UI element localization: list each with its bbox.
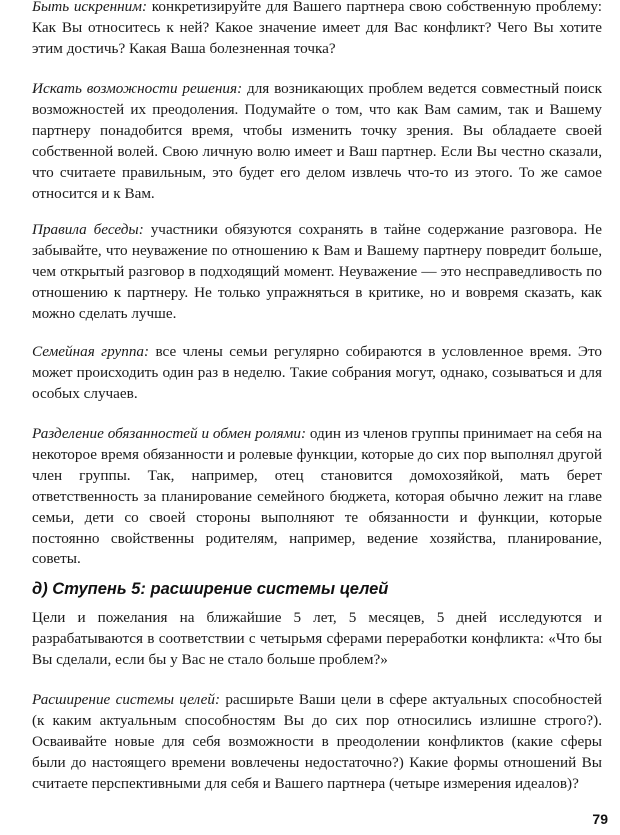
section-intro: Цели и пожелания на ближайшие 5 лет, 5 месяцев, 5 дней исследуются и разрабатываются в соответствии с четырьмя сферами переработки конфликта: «Что бы Вы сделали, если бы у Вас не стало больше проблем?» [32, 609, 602, 668]
paragraph-term: Расширение системы целей: [32, 691, 221, 708]
paragraph-text: конкретизируйте для Вашего партнера свою собственную проблему: Как Вы относитесь к ней? Какое значение имеет для Вас конфликт? Чего Вы хотите этим достичь? Какая Ваша болезненная точка? [32, 0, 602, 57]
paragraph-term: Быть искренним: [32, 0, 148, 15]
paragraph-text: расширьте Ваши цели в сфере актуальных способностей (к каким актуальным способностям Вы до сих пор относились излишне строго?). Осваивайте новые для себя возможности в преодолении конфликтов (какие сферы были до настоящего времени вовлечены недостаточно?) Какие формы отношений Вы считаете перспективными для себя и Вашего партнера (четыре измерения идеалов)? [32, 691, 602, 792]
paragraph-term: Искать возможности решения: [32, 80, 243, 97]
paragraph-text: для возникающих проблем ведется совместный поиск возможностей их преодоления. Подумайте о том, что как Вам самим, так и Вашему партнеру понадобится время, чтобы изменить точку зрения. Вы обладаете своей собственной волей. Свою личную волю имеет и Ваш партнер. Если Вы честно сказали, что считаете правильным, это будет его делом извлечь что-то из этого. То же самое относится и к Вам. [32, 80, 602, 202]
paragraph-role-exchange [32, 424, 602, 570]
paragraph-find-solutions [32, 79, 602, 204]
paragraph-goal-expansion [32, 690, 602, 795]
paragraph-term: Разделение обязанностей и обмен ролями: [32, 425, 307, 442]
section-heading: д) Ступень 5: расширение системы целей [32, 580, 389, 598]
paragraph-text: все члены семьи регулярно собираются в условленное время. Это может происходить один раз в неделю. Такие собрания могут, однако, созываться и для особых случаев. [32, 343, 602, 402]
paragraph-family-group [32, 342, 602, 405]
paragraph-conversation-rules [32, 220, 602, 325]
paragraph-be-sincere [32, 0, 602, 60]
paragraph-text: один из членов группы принимает на себя на некоторое время обязанности и ролевые функции, которые до сих пор выполнял другой член группы. Так, например, отец становится домохозяйкой, мать берет ответственность за планирование семейного бюджета, которая обычно лежит на главе семьи, дети со своей стороны выполняют те обязанности и функции, которые постоянно свойственны родителям, например, ведение хозяйства, планирование, советы. [32, 425, 602, 568]
paragraph-text: участники обязуются сохранять в тайне содержание разговора. Не забывайте, что неуважение по отношению к Вам и Вашему партнеру повредит больше, чем открытый разговор в подходящий момент. Неуважение — это несправедливость по отношению к партнеру. Не только упражняться в критике, но и вовремя сказать, как можно сделать лучше. [32, 221, 602, 322]
page-number: 79 [592, 811, 608, 827]
paragraph-term: Семейная группа: [32, 343, 150, 360]
paragraph-term: Правила беседы: [32, 221, 144, 238]
